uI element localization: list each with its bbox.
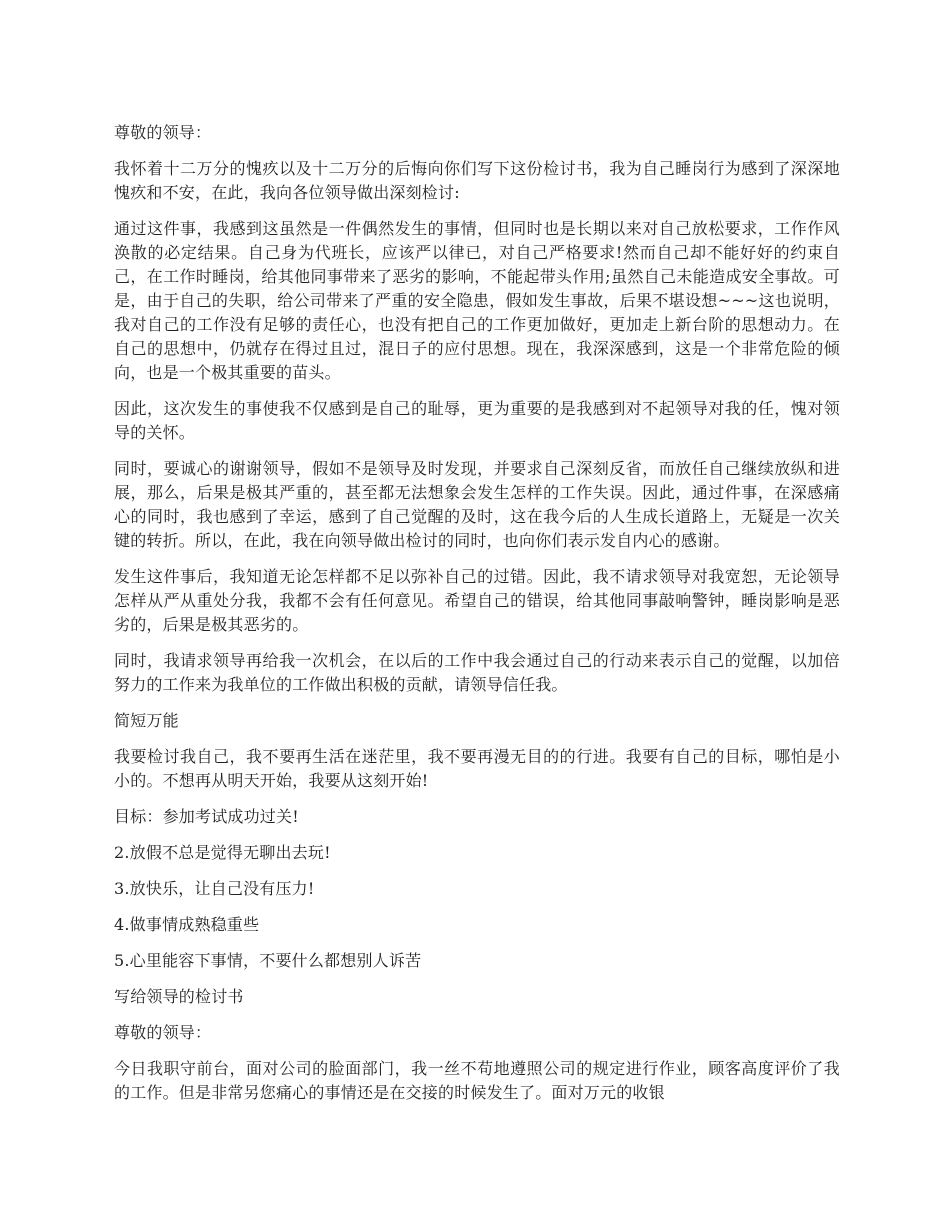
list-item-2: 2.放假不总是觉得无聊出去玩! — [114, 843, 331, 862]
paragraph-self-review: 我要检讨我自己，我不要再生活在迷茫里，我不要再漫无目的的行进。我要有自己的目标，哪怕是小小的。不想再从明天开始，我要从这刻开始! — [114, 747, 840, 790]
salutation-second: 尊敬的领导： — [114, 1023, 212, 1042]
document-page — [114, 121, 840, 1117]
paragraph-reflection: 通过这件事，我感到这虽然是一件偶然发生的事情，但同时也是长期以来对自己放松要求，工作作风涣散的必定结果。自己身为代班长，应该严以律已，对自己严格要求!然而自己却不能好好的约束自己，在工作时睡岗，给其他同事带来了恶劣的影响，不能起带头作用;虽然自己未能造成安全事故。可是，由于自己的失职，给公司带来了严重的安全隐患，假如发生事故，后果不堪设想~~~这也说明，我对自己的工作没有足够的责任心，也没有把自己的工作更加做好，更加走上新台阶的思想动力。在自己的思想中，仍就存在得过且过，混日子的应付思想。现在，我深深感到，这是一个非常危险的倾向，也是一个极其重要的苗头。 — [114, 219, 840, 382]
paragraph-request-chance: 同时，我请求领导再给我一次机会，在以后的工作中我会通过自己的行动来表示自己的觉醒，以加倍努力的工作来为我单位的工作做出积极的贡献，请领导信任我。 — [114, 651, 840, 694]
paragraph-accept-punishment: 发生这件事后，我知道无论怎样都不足以弥补自己的过错。因此，我不请求领导对我宽恕，无论领导怎样从严从重处分我，我都不会有任何意见。希望自己的错误，给其他同事敲响警钟，睡岗影响是恶劣的，后果是极其恶劣的。 — [114, 567, 840, 634]
list-item-4: 4.做事情成熟稳重些 — [114, 915, 260, 934]
paragraph-intro: 我怀着十二万分的愧疚以及十二万分的后悔向你们写下这份检讨书，我为自己睡岗行为感到了深深地愧疚和不安，在此，我向各位领导做出深刻检讨: — [114, 159, 840, 202]
section-heading-short: 简短万能 — [114, 711, 179, 730]
section-heading-letter: 写给领导的检讨书 — [114, 987, 244, 1006]
paragraph-shame: 因此，这次发生的事使我不仅感到是自己的耻辱，更为重要的是我感到对不起领导对我的任，愧对领导的关怀。 — [114, 399, 840, 442]
list-item-goal: 目标：参加考试成功过关! — [114, 807, 299, 826]
list-item-5: 5.心里能容下事情，不要什么都想别人诉苦 — [114, 951, 422, 970]
paragraph-thanks: 同时，要诚心的谢谢领导，假如不是领导及时发现，并要求自己深刻反省，而放任自己继续放纵和进展，那么，后果是极其严重的，甚至都无法想象会发生怎样的工作失误。因此，通过件事，在深感痛心的同时，我也感到了幸运，感到了自己觉醒的及时，这在我今后的人生成长道路上，无疑是一次关键的转折。所以，在此，我在向领导做出检讨的同时，也向你们表示发自内心的感谢。 — [114, 459, 840, 550]
paragraph-front-desk: 今日我职守前台，面对公司的脸面部门，我一丝不苟地遵照公司的规定进行作业，顾客高度评价了我的工作。但是非常另您痛心的事情还是在交接的时候发生了。面对万元的收银 — [114, 1059, 840, 1102]
salutation: 尊敬的领导： — [114, 123, 212, 142]
list-item-3: 3.放快乐，让自己没有压力! — [114, 879, 315, 898]
